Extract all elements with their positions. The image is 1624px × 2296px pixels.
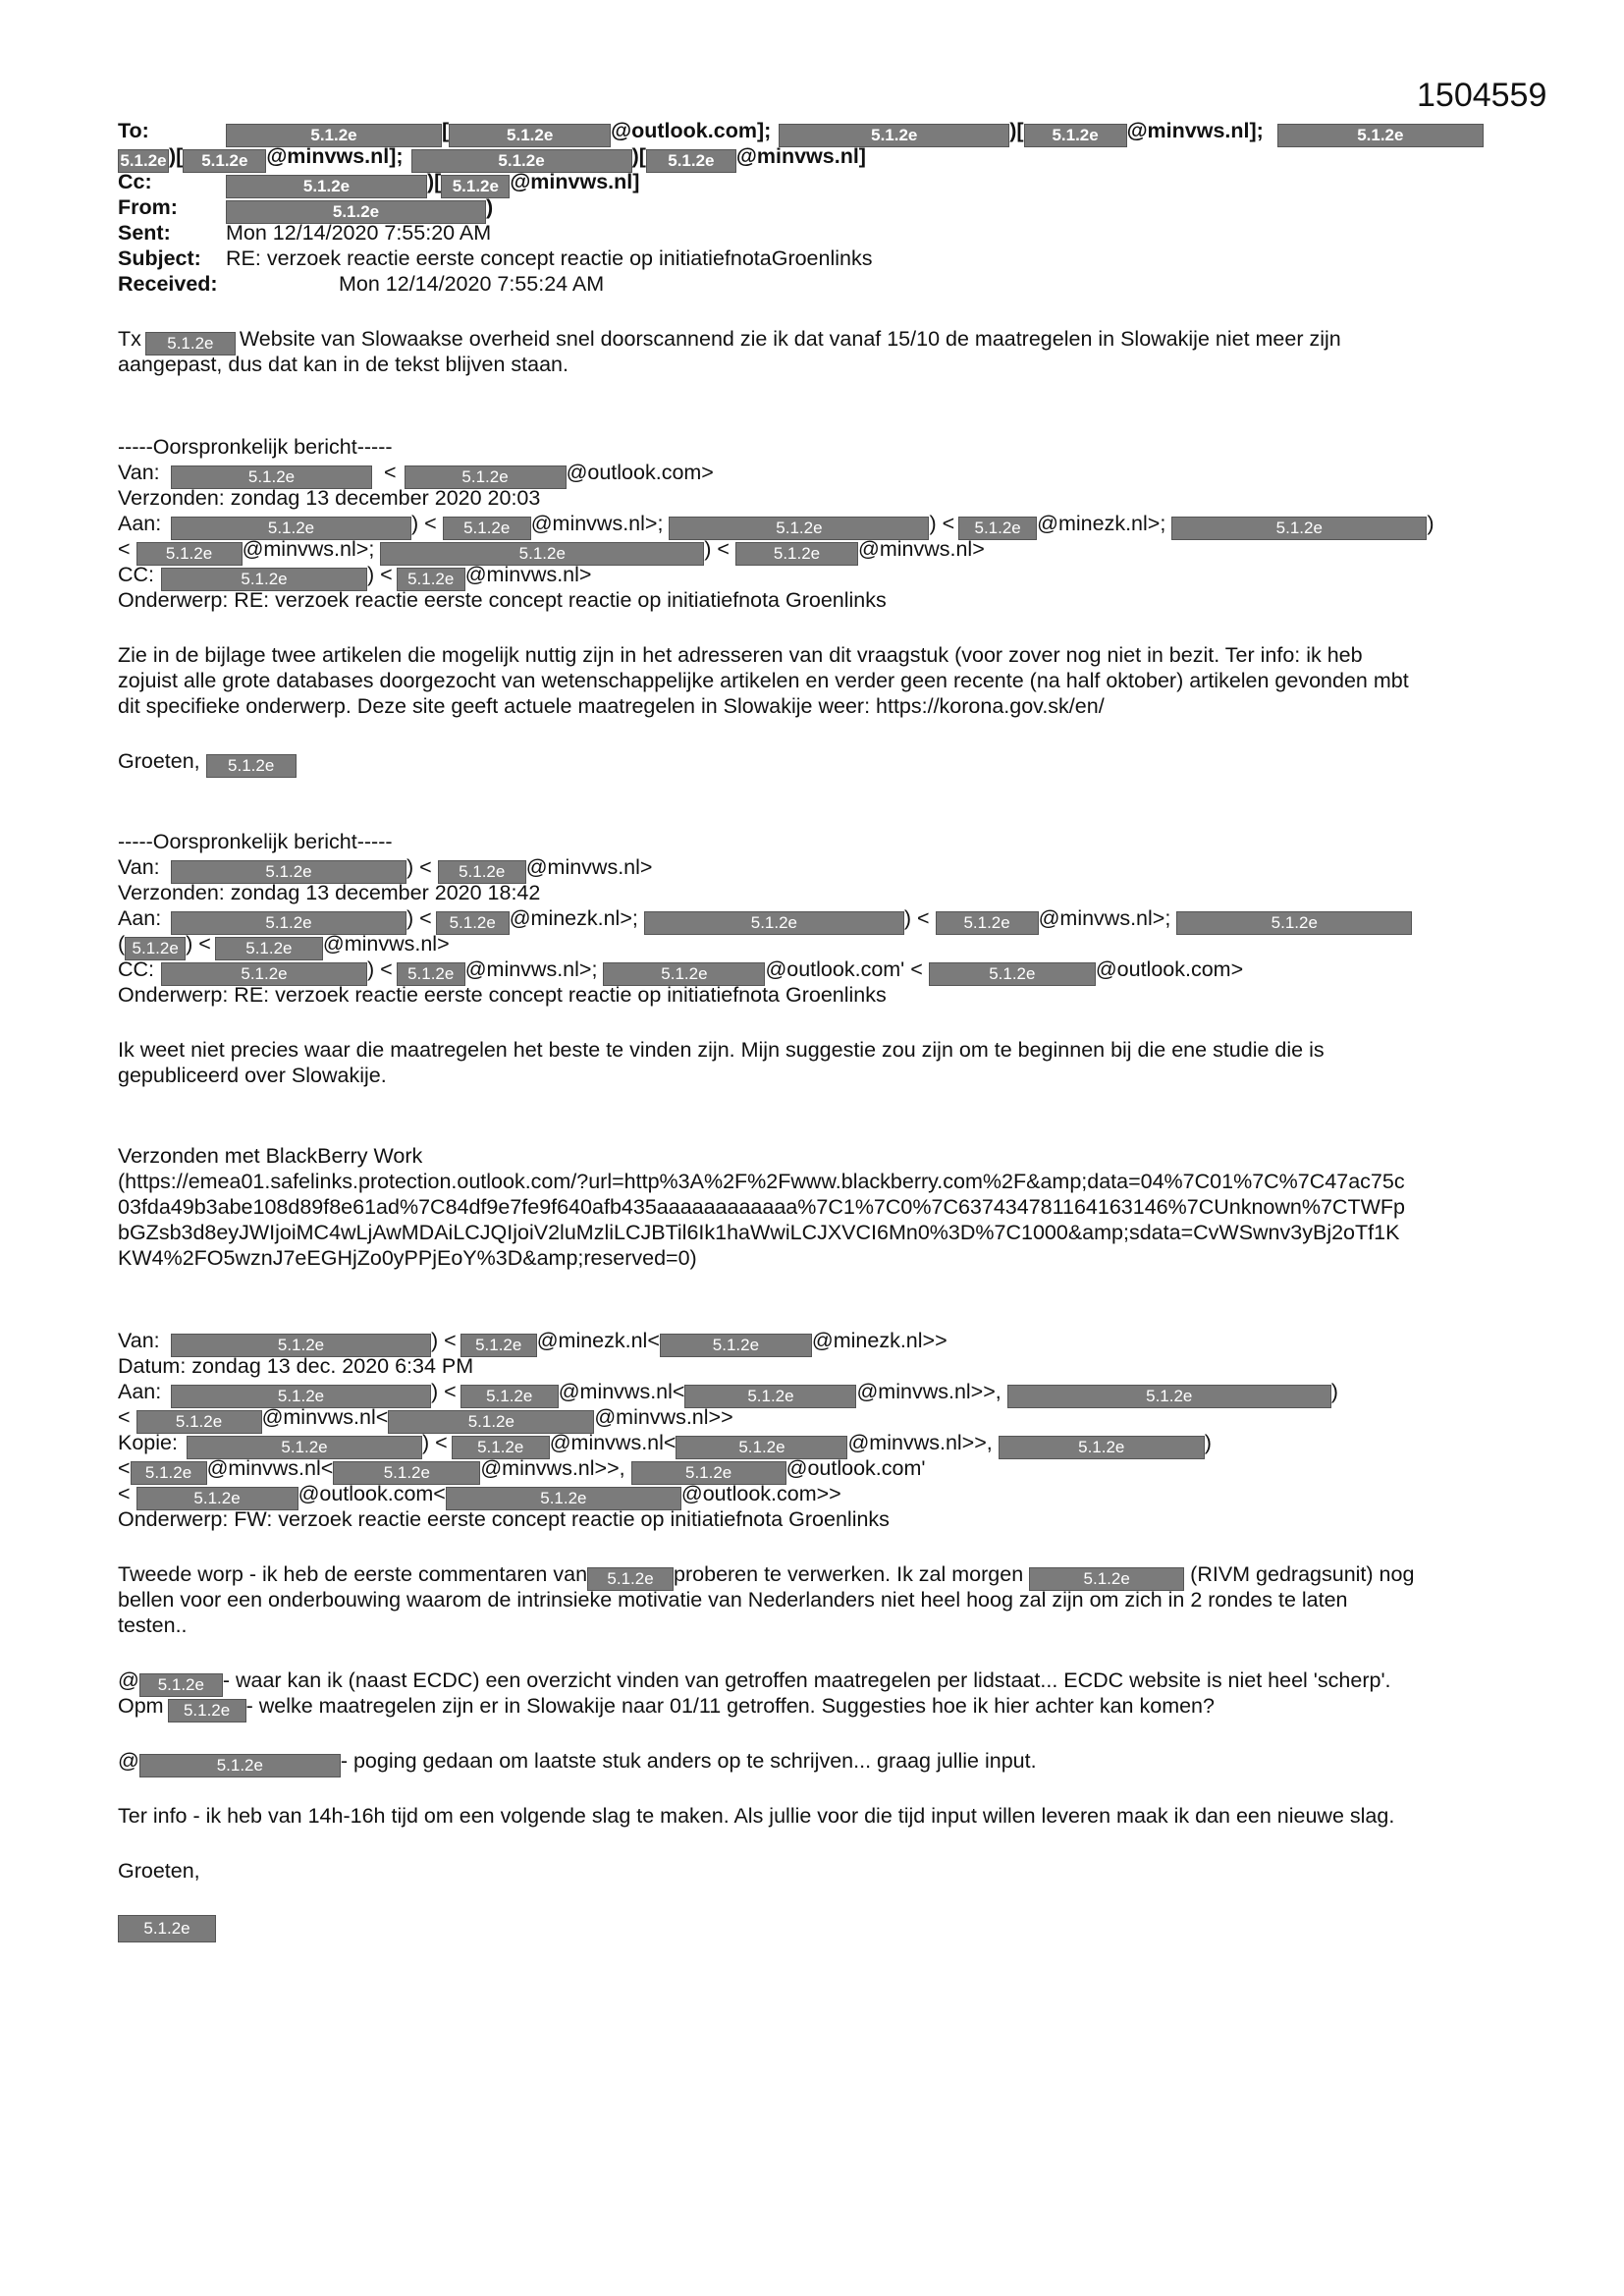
aan-label: Aan: xyxy=(118,512,162,535)
redaction: 5.1.2e xyxy=(171,517,411,540)
minvws-address: @minvws.nl] xyxy=(735,144,866,168)
redaction: 5.1.2e xyxy=(131,1461,207,1485)
msg3-para-3 xyxy=(118,1748,1037,1774)
received-label: Received: xyxy=(118,272,218,296)
sent-label: Sent: xyxy=(118,221,171,245)
msg2-aan-line xyxy=(118,905,1412,931)
text: proberen te verwerken. Ik zal morgen xyxy=(674,1562,1024,1586)
paren-bracket: )[ xyxy=(169,144,184,168)
redaction: 5.1.2e xyxy=(438,860,526,884)
paren-lt: ) < xyxy=(406,906,432,930)
header-cc-line xyxy=(118,169,639,194)
redaction: 5.1.2e xyxy=(161,568,367,591)
msg3-kopie-line-3 xyxy=(118,1481,841,1506)
minezk-address: @minezk.nl>; xyxy=(509,906,638,930)
text: - waar kan ik (naast ECDC) een overzicht vinden van getroffen maatregelen per lidstaat... ECDC website is niet heel 'scherp'. xyxy=(222,1668,1391,1692)
msg1-aan-line-2 xyxy=(118,536,985,562)
minvws-address: @minvws.nl>> xyxy=(594,1405,733,1429)
header-subject-line xyxy=(118,246,872,271)
redaction: 5.1.2e xyxy=(676,1436,847,1459)
redaction: 5.1.2e xyxy=(187,1436,422,1459)
minvws-address: @minvws.nl< xyxy=(261,1405,389,1429)
lt: < xyxy=(118,537,131,561)
minvws-address: @minvws.nl>; xyxy=(242,537,375,561)
msg3-aan-line xyxy=(118,1379,1338,1404)
bracket-open: [ xyxy=(442,119,450,142)
msg1-onderwerp: Onderwerp: RE: verzoek reactie eerste concept reactie op initiatiefnota Groenlinks xyxy=(118,588,887,612)
redaction: 5.1.2e xyxy=(684,1385,856,1408)
lt: < xyxy=(384,461,397,484)
redaction: 5.1.2e xyxy=(139,1754,341,1777)
redaction: 5.1.2e xyxy=(171,860,406,884)
redaction: 5.1.2e xyxy=(603,962,765,986)
header-to-line xyxy=(118,118,1484,143)
redaction: 5.1.2e xyxy=(436,911,510,935)
paren-close: ) xyxy=(1427,512,1435,535)
msg2-separator: -----Oorspronkelijk bericht----- xyxy=(118,830,393,853)
redaction: 5.1.2e xyxy=(161,962,367,986)
outlook-address: @outlook.com' < xyxy=(765,957,923,981)
paren-lt: ) < xyxy=(903,906,930,930)
van-label: Van: xyxy=(118,1329,160,1352)
text: Tweede worp - ik heb de eerste commentaren van xyxy=(118,1562,588,1586)
msg3-van-line xyxy=(118,1328,947,1353)
paren-open: ( xyxy=(118,932,126,956)
paren-lt: ) < xyxy=(186,932,211,956)
aan-label: Aan: xyxy=(118,1380,162,1403)
cc-label: CC: xyxy=(118,563,155,586)
redaction: 5.1.2e xyxy=(449,124,611,147)
msg1-cc-line xyxy=(118,562,591,587)
msg1-van-line xyxy=(118,460,714,485)
redaction: 5.1.2e xyxy=(388,1410,594,1434)
msg2-verzonden: Verzonden: zondag 13 december 2020 18:42 xyxy=(118,881,541,904)
minvws-address: @minvws.nl] xyxy=(510,170,640,193)
cc-label: Cc: xyxy=(118,170,152,193)
redaction: 5.1.2e xyxy=(136,1410,262,1434)
redaction: 5.1.2e xyxy=(587,1567,674,1591)
msg1-groeten-line xyxy=(118,748,297,774)
paren-close: ) xyxy=(486,195,494,219)
redaction: 5.1.2e xyxy=(171,1385,431,1408)
msg2-bb-5: KW4%2FO5wznJ7eEGHjZo0yPPjEoY%3D&amp;reserved=0) xyxy=(118,1246,697,1270)
redaction: 5.1.2e xyxy=(452,1436,550,1459)
paren-lt: ) < xyxy=(406,855,432,879)
redaction: 5.1.2e xyxy=(1176,911,1412,935)
redaction: 5.1.2e xyxy=(136,1487,298,1510)
redaction: 5.1.2e xyxy=(136,542,243,566)
redaction: 5.1.2e xyxy=(779,124,1009,147)
paren-bracket: )[ xyxy=(427,170,442,193)
minvws-address: @minvws.nl< xyxy=(549,1431,677,1454)
paren-lt: ) < xyxy=(431,1380,457,1403)
header-sent-line xyxy=(118,220,491,246)
outlook-address: @outlook.com< xyxy=(298,1482,446,1505)
redaction: 5.1.2e xyxy=(646,149,736,173)
minvws-address: @minvws.nl> xyxy=(322,932,450,956)
msg3-para-2-line-2 xyxy=(118,1693,1215,1719)
kopie-label: Kopie: xyxy=(118,1431,178,1454)
redaction: 5.1.2e xyxy=(1024,124,1127,147)
minvws-address: @minvws.nl> xyxy=(464,563,592,586)
redaction: 5.1.2e xyxy=(118,149,169,173)
redaction: 5.1.2e xyxy=(215,937,323,960)
text: (RIVM gedragsunit) nog xyxy=(1190,1562,1415,1586)
van-label: Van: xyxy=(118,461,160,484)
minezk-address: @minezk.nl>> xyxy=(811,1329,947,1352)
msg3-onderwerp: Onderwerp: FW: verzoek reactie eerste concept reactie op initiatiefnota Groenlinks xyxy=(118,1507,890,1531)
redaction: 5.1.2e xyxy=(139,1673,223,1697)
aan-label: Aan: xyxy=(118,906,162,930)
minezk-address: @minezk.nl< xyxy=(536,1329,660,1352)
paren-lt: ) < xyxy=(367,563,393,586)
msg3-para-1-line-2: bellen voor een onderbouwing waarom de intrinsieke motivatie van Nederlanders niet heel hoog zal zijn om zich in 2 rondes te laten xyxy=(118,1588,1348,1612)
text: - welke maatregelen zijn er in Slowakije naar 01/11 getroffen. Suggesties hoe ik hier achter kan komen? xyxy=(245,1694,1215,1718)
subject-label: Subject: xyxy=(118,246,201,270)
paren-lt: ) < xyxy=(411,512,437,535)
redaction: 5.1.2e xyxy=(999,1436,1205,1459)
msg2-bb-2: (https://emea01.safelinks.protection.outlook.com/?url=http%3A%2F%2Fwww.blackberry.com%2F&amp;data=04%7C01%7C%7C47ac75c xyxy=(118,1170,1405,1193)
header-from-line xyxy=(118,194,493,220)
redaction: 5.1.2e xyxy=(145,332,236,355)
minvws-address: @minvws.nl>; xyxy=(530,512,664,535)
reply-line-2: aangepast, dus dat kan in de tekst blijven staan. xyxy=(118,353,568,376)
redaction: 5.1.2e xyxy=(125,937,186,960)
redaction: 5.1.2e xyxy=(631,1461,786,1485)
redaction: 5.1.2e xyxy=(397,568,465,591)
redaction: 5.1.2e xyxy=(660,1334,812,1357)
cc-label: CC: xyxy=(118,957,155,981)
redaction: 5.1.2e xyxy=(183,149,266,173)
redaction: 5.1.2e xyxy=(460,1334,537,1357)
redaction: 5.1.2e xyxy=(226,175,427,198)
redaction: 5.1.2e xyxy=(171,1334,431,1357)
msg3-para-2-line-1 xyxy=(118,1667,1391,1693)
redaction: 5.1.2e xyxy=(669,517,929,540)
msg3-kopie-line-2 xyxy=(118,1455,925,1481)
document-number: 1504559 xyxy=(1417,77,1547,114)
msg2-cc-line xyxy=(118,957,1243,982)
msg3-signature xyxy=(118,1911,216,1937)
redaction: 5.1.2e xyxy=(644,911,904,935)
paren-lt: ) < xyxy=(431,1329,457,1352)
redaction: 5.1.2e xyxy=(1007,1385,1331,1408)
msg2-bb-3: 03fda49b3abe108d89f8e61ad%7C84df9e7fe9f640afb435aaaaaaaaaaaa%7C1%7C0%7C637434781164163146%7CUnknown%7CTWFp xyxy=(118,1195,1405,1219)
minvws-address: @minvws.nl>; xyxy=(1038,906,1171,930)
redaction: 5.1.2e xyxy=(226,124,442,147)
msg2-body-2: gepubliceerd over Slowakije. xyxy=(118,1064,387,1087)
minvws-address: @minvws.nl>>, xyxy=(856,1380,1001,1403)
redaction: 5.1.2e xyxy=(443,517,531,540)
redaction: 5.1.2e xyxy=(735,542,858,566)
paren-lt: ) < xyxy=(422,1431,448,1454)
msg3-kopie-line xyxy=(118,1430,1212,1455)
redaction: 5.1.2e xyxy=(460,1385,559,1408)
redaction: 5.1.2e xyxy=(1277,124,1484,147)
redaction: 5.1.2e xyxy=(206,754,297,778)
paren-bracket: )[ xyxy=(631,144,646,168)
redaction: 5.1.2e xyxy=(411,149,632,173)
paren-bracket: )[ xyxy=(1009,119,1024,142)
outlook-address: @outlook.com>> xyxy=(680,1482,841,1505)
redaction: 5.1.2e xyxy=(118,1915,216,1942)
at-sign: @ xyxy=(118,1668,139,1692)
msg1-body-2: zojuist alle grote databases doorgezocht van wetenschappelijke artikelen en verder geen recente (na half oktober) artikelen gevonden mbt xyxy=(118,669,1409,692)
paren-close: ) xyxy=(1330,1380,1338,1403)
msg3-groeten: Groeten, xyxy=(118,1859,200,1883)
groeten: Groeten, xyxy=(118,749,200,773)
paren-lt: ) < xyxy=(704,537,730,561)
outlook-address: @outlook.com> xyxy=(1095,957,1244,981)
header-received-line xyxy=(118,271,604,297)
lt: < xyxy=(118,1456,131,1480)
redaction: 5.1.2e xyxy=(405,465,567,489)
redaction: 5.1.2e xyxy=(397,962,465,986)
outlook-address: @outlook.com> xyxy=(566,461,714,484)
paren-lt: ) < xyxy=(929,512,955,535)
redaction: 5.1.2e xyxy=(171,911,406,935)
minvws-address: @minvws.nl]; xyxy=(1126,119,1264,142)
minezk-address: @minezk.nl>; xyxy=(1037,512,1166,535)
msg3-datum: Datum: zondag 13 dec. 2020 6:34 PM xyxy=(118,1354,474,1378)
msg2-aan-line-2 xyxy=(118,931,450,957)
msg1-verzonden: Verzonden: zondag 13 december 2020 20:03 xyxy=(118,486,541,510)
msg2-bb-1: Verzonden met BlackBerry Work xyxy=(118,1144,423,1168)
minvws-address: @minvws.nl]; xyxy=(266,144,404,168)
msg2-bb-4: bGZsb3d8eyJWIjoiMC4wLjAwMDAiLCJQIjoiV2luMzliLCJBTil6Ik1haWwiLCJXVCI6Mn0%3D%7C1000&amp;sdata=CvWSwnv3yBj2oTf1K xyxy=(118,1221,1400,1244)
msg3-para-1-line-1 xyxy=(118,1561,1414,1587)
minvws-address: @minvws.nl> xyxy=(858,537,985,561)
minvws-address: @minvws.nl>>, xyxy=(847,1431,993,1454)
outlook-address: @outlook.com' xyxy=(785,1456,926,1480)
van-label: Van: xyxy=(118,855,160,879)
lt: < xyxy=(118,1405,131,1429)
minvws-address: @minvws.nl>; xyxy=(464,957,598,981)
msg2-body-1: Ik weet niet precies waar die maatregelen het beste te vinden zijn. Mijn suggestie zou zijn om te beginnen bij die ene studie die is xyxy=(118,1038,1325,1062)
redaction: 5.1.2e xyxy=(958,517,1037,540)
paren-lt: ) < xyxy=(367,957,393,981)
from-label: From: xyxy=(118,195,178,219)
msg1-separator: -----Oorspronkelijk bericht----- xyxy=(118,435,393,459)
redaction: 5.1.2e xyxy=(1171,517,1427,540)
lt: < xyxy=(118,1482,131,1505)
reply-prefix: Tx xyxy=(118,327,141,351)
to-label: To: xyxy=(118,119,149,142)
minvws-address: @minvws.nl>>, xyxy=(480,1456,625,1480)
reply-text: Website van Slowaakse overheid snel doorscannend zie ik dat vanaf 15/10 de maatregelen in Slowakije niet meer zijn xyxy=(239,327,1341,351)
redaction: 5.1.2e xyxy=(441,175,510,198)
msg1-body-3: dit specifieke onderwerp. Deze site geeft actuele maatregelen in Slowakije weer: https://korona.gov.sk/en/ xyxy=(118,694,1105,718)
redaction: 5.1.2e xyxy=(171,465,372,489)
received-value: Mon 12/14/2020 7:55:24 AM xyxy=(339,272,605,296)
redaction: 5.1.2e xyxy=(333,1461,480,1485)
header-to-line-2 xyxy=(118,143,866,169)
msg3-aan-line-2 xyxy=(118,1404,733,1430)
msg3-para-1-line-3: testen.. xyxy=(118,1613,188,1637)
redaction: 5.1.2e xyxy=(929,962,1096,986)
redaction: 5.1.2e xyxy=(1029,1567,1184,1591)
redaction: 5.1.2e xyxy=(226,200,486,224)
minvws-address: @minvws.nl< xyxy=(206,1456,334,1480)
sent-value: Mon 12/14/2020 7:55:20 AM xyxy=(226,221,492,245)
subject-value: RE: verzoek reactie eerste concept reactie op initiatiefnotaGroenlinks xyxy=(226,246,873,270)
msg1-body-1: Zie in de bijlage twee artikelen die mogelijk nuttig zijn in het adresseren van dit vraagstuk (voor zover nog niet in bezit. Ter info: ik heb xyxy=(118,643,1363,667)
redaction: 5.1.2e xyxy=(936,911,1039,935)
paren-close: ) xyxy=(1204,1431,1212,1454)
minvws-address: @minvws.nl< xyxy=(558,1380,685,1403)
msg1-aan-line xyxy=(118,511,1434,536)
outlook-address: @outlook.com]; xyxy=(611,119,772,142)
msg2-onderwerp: Onderwerp: RE: verzoek reactie eerste concept reactie op initiatiefnota Groenlinks xyxy=(118,983,887,1007)
msg3-para-4: Ter info - ik heb van 14h-16h tijd om een volgende slag te maken. Als jullie voor die tijd input willen leveren maak ik dan een nieuwe slag. xyxy=(118,1804,1395,1828)
redaction: 5.1.2e xyxy=(380,542,704,566)
text: Opm xyxy=(118,1694,164,1718)
msg2-van-line xyxy=(118,854,652,880)
minvws-address: @minvws.nl> xyxy=(525,855,653,879)
redaction: 5.1.2e xyxy=(446,1487,681,1510)
text: - poging gedaan om laatste stuk anders op te schrijven... graag jullie input. xyxy=(340,1749,1037,1773)
redaction: 5.1.2e xyxy=(168,1699,246,1722)
at-sign: @ xyxy=(118,1749,139,1773)
reply-line-1 xyxy=(118,326,1341,352)
